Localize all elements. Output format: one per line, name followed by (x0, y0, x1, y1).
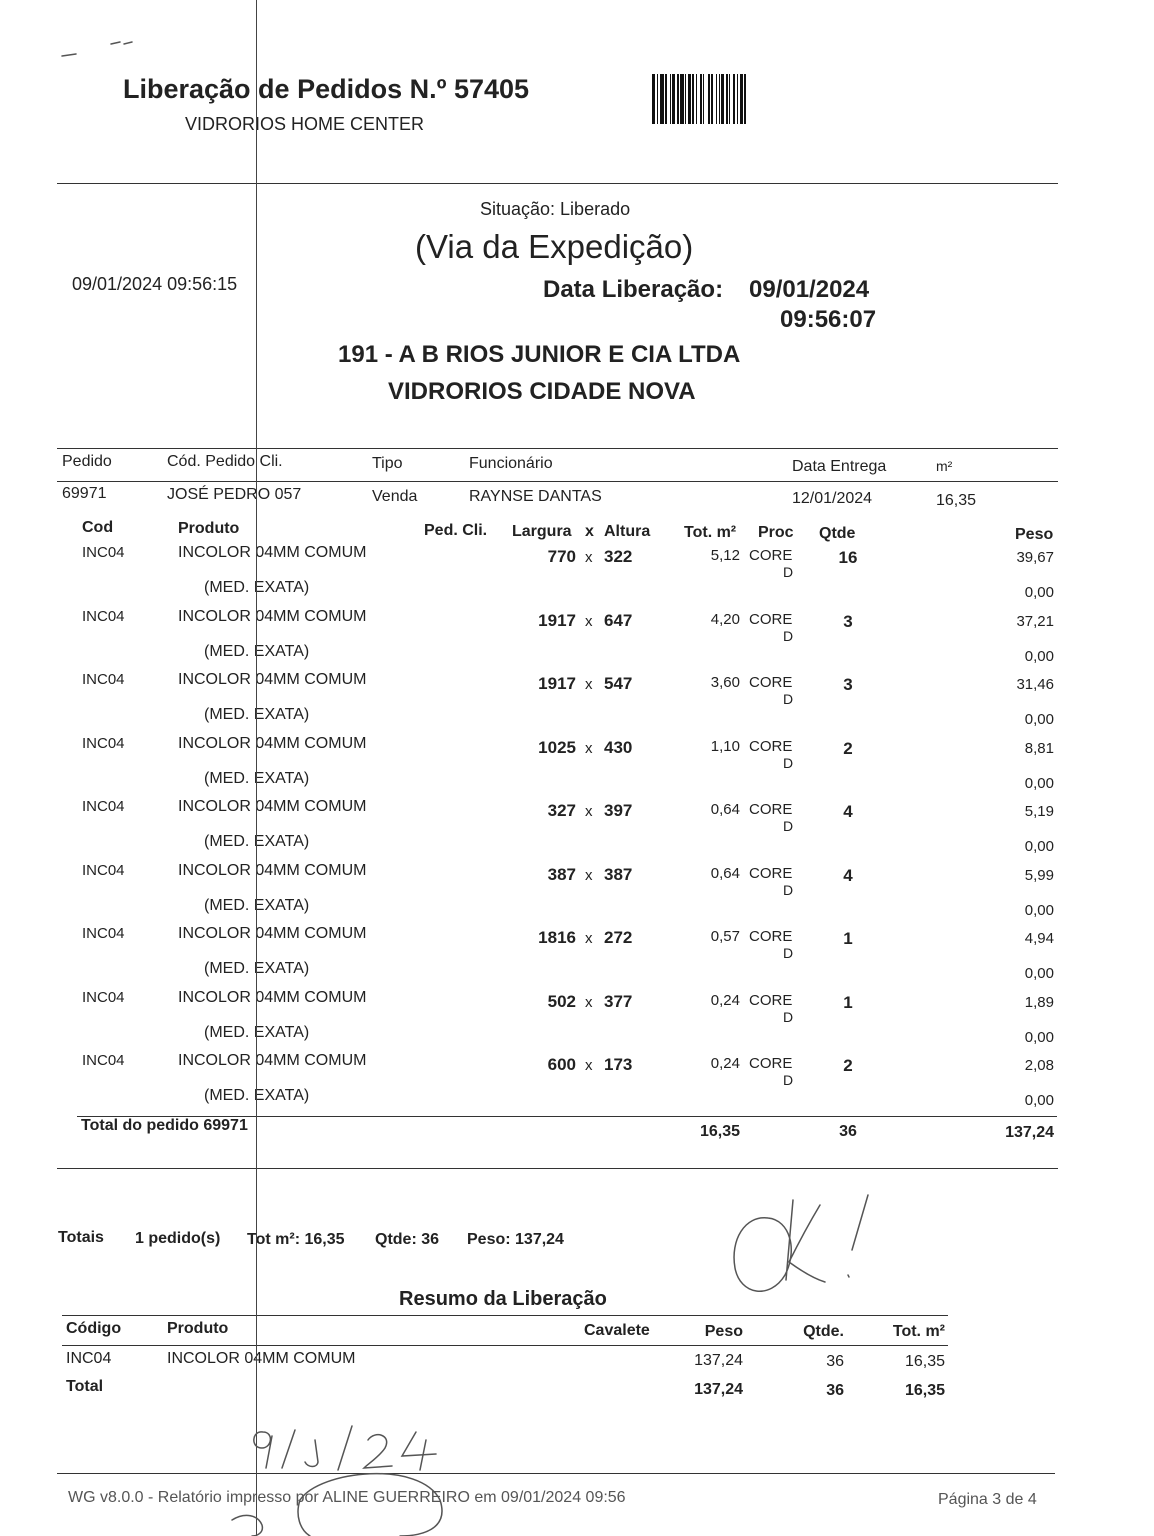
item-peso: 31,46 (1016, 676, 1054, 693)
summary-row-produto: INCOLOR 04MM COMUM (167, 1350, 356, 1367)
item-subtitle: (MED. EXATA) (204, 706, 310, 723)
item-peso-secondary: 0,00 (1024, 1092, 1054, 1109)
item-tot-m2: 3,60 (710, 674, 740, 691)
item-subtitle: (MED. EXATA) (204, 896, 310, 914)
footer-printed-by: WG v8.0.0 - Relatório impresso por ALINE GUERREIRO em 09/01/2024 09:56 (68, 1489, 626, 1506)
item-cod: INC04 (82, 734, 125, 752)
item-altura: 173 (604, 1055, 633, 1074)
item-cod: INC04 (82, 544, 125, 561)
item-proc-suffix: D (783, 691, 794, 707)
item-peso-secondary: 0,00 (1024, 584, 1054, 601)
copy-type: (Via da Expedição) (415, 228, 694, 265)
col-funcionario: Funcionário (469, 455, 553, 472)
order-total-label: Total do pedido 69971 (81, 1117, 248, 1134)
item-subtitle: (MED. EXATA) (204, 960, 310, 977)
item-col-ped-cli: Ped. Cli. (424, 522, 488, 539)
item-tot-m2: 4,20 (710, 610, 740, 628)
item-altura: 322 (604, 547, 633, 566)
item-col-x: x (585, 523, 594, 540)
release-time: 09:56:07 (780, 306, 877, 333)
item-tot-m2: 0,64 (710, 801, 740, 818)
item-x-separator: x (585, 1057, 593, 1074)
item-tot-m2: 1,10 (710, 737, 740, 755)
totals-pedidos: 1 pedido(s) (135, 1230, 221, 1247)
item-tot-m2: 0,24 (710, 1055, 740, 1072)
item-qtde: 2 (843, 1056, 853, 1075)
item-produto: INCOLOR 04MM COMUM (178, 861, 367, 879)
totals-label: Totais (58, 1229, 104, 1246)
client-store: VIDRORIOS CIDADE NOVA (388, 378, 696, 405)
item-proc-suffix: D (783, 1072, 794, 1088)
summary-col-produto: Produto (167, 1320, 229, 1337)
item-largura: 1917 (538, 610, 576, 630)
item-proc: CORE (749, 928, 793, 945)
order-tipo: Venda (372, 488, 418, 505)
item-cod: INC04 (82, 861, 125, 879)
item-tot-m2: 0,57 (710, 928, 740, 945)
item-peso: 8,81 (1024, 739, 1054, 757)
item-produto: INCOLOR 04MM COMUM (178, 1052, 367, 1069)
item-subtitle: (MED. EXATA) (204, 642, 310, 660)
item-col-altura: Altura (604, 523, 651, 540)
item-cod: INC04 (82, 798, 125, 815)
item-tot-m2: 0,24 (710, 991, 740, 1009)
item-peso: 2,08 (1024, 1057, 1054, 1074)
item-proc: CORE (749, 674, 793, 691)
item-peso: 5,19 (1024, 803, 1054, 820)
summary-total-peso: 137,24 (694, 1381, 743, 1398)
item-peso: 39,67 (1016, 549, 1054, 566)
item-x-separator: x (585, 549, 593, 566)
item-produto: INCOLOR 04MM COMUM (178, 925, 367, 942)
item-altura: 547 (604, 674, 633, 693)
item-proc-suffix: D (783, 627, 794, 644)
item-qtde: 3 (843, 611, 853, 631)
item-proc: CORE (749, 1055, 793, 1072)
item-col-tot-m2: Tot. m² (684, 524, 737, 541)
item-x-separator: x (585, 676, 593, 693)
item-altura: 377 (604, 991, 633, 1011)
col-cod-pedido-cli: Cód. Pedido Cli. (167, 453, 283, 470)
item-subtitle: (MED. EXATA) (204, 1023, 310, 1041)
totals-qtde: Qtde: 36 (375, 1231, 440, 1248)
item-col-proc: Proc (758, 524, 794, 541)
item-altura: 387 (604, 864, 633, 884)
order-data-entrega: 12/01/2024 (792, 490, 873, 507)
item-qtde: 16 (838, 548, 858, 567)
item-subtitle: (MED. EXATA) (204, 769, 310, 787)
summary-row-qtde: 36 (826, 1353, 844, 1370)
item-proc-suffix: D (783, 564, 794, 580)
item-proc-suffix: D (783, 1008, 794, 1025)
totals-peso: Peso: 137,24 (467, 1231, 564, 1248)
col-m2: m² (936, 458, 953, 474)
summary-col-qtde: Qtde. (803, 1323, 844, 1340)
item-col-qtde: Qtde (819, 525, 856, 542)
report-title: Liberação de Pedidos N.º 57405 (123, 74, 530, 104)
order-total-m2: 16,35 (699, 1123, 740, 1140)
item-tot-m2: 5,12 (710, 547, 740, 564)
item-tot-m2: 0,64 (710, 864, 740, 882)
item-largura: 327 (547, 801, 576, 820)
item-subtitle: (MED. EXATA) (204, 579, 310, 596)
item-proc: CORE (749, 547, 793, 564)
item-proc-suffix: D (783, 945, 794, 961)
item-peso-secondary: 0,00 (1024, 1028, 1054, 1046)
summary-col-peso: Peso (704, 1323, 743, 1340)
item-subtitle: (MED. EXATA) (204, 1087, 310, 1104)
item-qtde: 1 (843, 929, 853, 948)
item-altura: 272 (604, 928, 633, 947)
item-peso-secondary: 0,00 (1024, 647, 1054, 665)
summary-col-codigo: Código (66, 1320, 122, 1337)
item-cod: INC04 (82, 607, 125, 625)
print-datetime: 09/01/2024 09:56:15 (72, 274, 238, 294)
item-produto: INCOLOR 04MM COMUM (178, 607, 367, 625)
item-largura: 1816 (538, 928, 576, 947)
item-produto: INCOLOR 04MM COMUM (178, 544, 367, 561)
item-produto: INCOLOR 04MM COMUM (178, 988, 367, 1006)
summary-row-tot-m2: 16,35 (904, 1353, 945, 1370)
item-qtde: 4 (843, 802, 853, 821)
col-data-entrega: Data Entrega (792, 458, 887, 475)
item-subtitle: (MED. EXATA) (204, 833, 310, 850)
item-peso: 37,21 (1016, 612, 1054, 630)
client-name: 191 - A B RIOS JUNIOR E CIA LTDA (338, 341, 741, 368)
item-peso: 1,89 (1024, 993, 1054, 1011)
item-qtde: 4 (843, 865, 853, 885)
item-peso-secondary: 0,00 (1024, 965, 1054, 982)
item-proc-suffix: D (783, 881, 794, 898)
release-date-label: Data Liberação: (543, 276, 724, 303)
item-x-separator: x (585, 739, 593, 757)
item-col-largura: Largura (512, 523, 572, 540)
company-name: VIDRORIOS HOME CENTER (185, 114, 425, 134)
item-altura: 430 (604, 737, 633, 757)
item-largura: 600 (547, 1055, 576, 1074)
summary-col-cavalete: Cavalete (584, 1322, 650, 1339)
item-peso: 4,94 (1024, 930, 1054, 947)
item-proc: CORE (749, 991, 793, 1009)
footer-page: Página 3 de 4 (938, 1491, 1037, 1508)
status-text: Situação: Liberado (480, 199, 631, 219)
item-peso-secondary: 0,00 (1024, 901, 1054, 919)
summary-total-tot-m2: 16,35 (904, 1382, 945, 1399)
item-proc: CORE (749, 737, 793, 755)
item-cod: INC04 (82, 671, 125, 688)
item-x-separator: x (585, 612, 593, 630)
item-cod: INC04 (82, 1052, 125, 1069)
item-cod: INC04 (82, 925, 125, 942)
item-x-separator: x (585, 866, 593, 884)
order-funcionario: RAYNSE DANTAS (469, 488, 602, 505)
item-x-separator: x (585, 930, 593, 947)
summary-title: Resumo da Liberação (399, 1288, 607, 1310)
item-qtde: 1 (843, 992, 853, 1012)
col-tipo: Tipo (372, 455, 403, 472)
item-peso-secondary: 0,00 (1024, 838, 1054, 855)
release-date: 09/01/2024 (749, 276, 870, 303)
item-col-produto: Produto (178, 520, 240, 537)
item-proc-suffix: D (783, 818, 794, 834)
order-m2: 16,35 (936, 492, 977, 509)
item-largura: 1025 (538, 737, 576, 757)
summary-col-tot-m2: Tot. m² (892, 1323, 945, 1340)
item-produto: INCOLOR 04MM COMUM (178, 734, 367, 752)
item-cod: INC04 (82, 988, 125, 1006)
item-proc: CORE (749, 610, 793, 628)
summary-total-label: Total (66, 1378, 104, 1395)
order-cod-cli: JOSÉ PEDRO 057 (167, 486, 302, 503)
item-altura: 647 (604, 610, 633, 630)
item-proc: CORE (749, 801, 793, 818)
summary-total-qtde: 36 (826, 1382, 844, 1399)
item-col-peso: Peso (1015, 526, 1054, 543)
item-altura: 397 (604, 801, 633, 820)
item-proc: CORE (749, 864, 793, 882)
summary-row-codigo: INC04 (66, 1350, 112, 1367)
item-peso: 5,99 (1024, 866, 1054, 884)
order-total-peso: 137,24 (1005, 1124, 1054, 1141)
item-x-separator: x (585, 803, 593, 820)
item-peso-secondary: 0,00 (1024, 774, 1054, 792)
item-qtde: 2 (843, 738, 853, 758)
item-largura: 1917 (538, 674, 576, 693)
item-x-separator: x (585, 993, 593, 1011)
item-largura: 770 (547, 547, 576, 566)
item-col-cod: Cod (82, 519, 114, 536)
order-pedido: 69971 (62, 485, 107, 502)
item-produto: INCOLOR 04MM COMUM (178, 798, 367, 815)
item-peso-secondary: 0,00 (1024, 711, 1054, 728)
item-qtde: 3 (843, 675, 853, 694)
item-proc-suffix: D (783, 754, 794, 771)
order-total-qtde: 36 (839, 1123, 857, 1140)
totals-m2: Tot m²: 16,35 (247, 1231, 345, 1248)
item-produto: INCOLOR 04MM COMUM (178, 671, 367, 688)
col-pedido: Pedido (62, 453, 112, 470)
item-largura: 387 (547, 864, 576, 884)
summary-row-peso: 137,24 (694, 1352, 743, 1369)
item-largura: 502 (547, 991, 576, 1011)
